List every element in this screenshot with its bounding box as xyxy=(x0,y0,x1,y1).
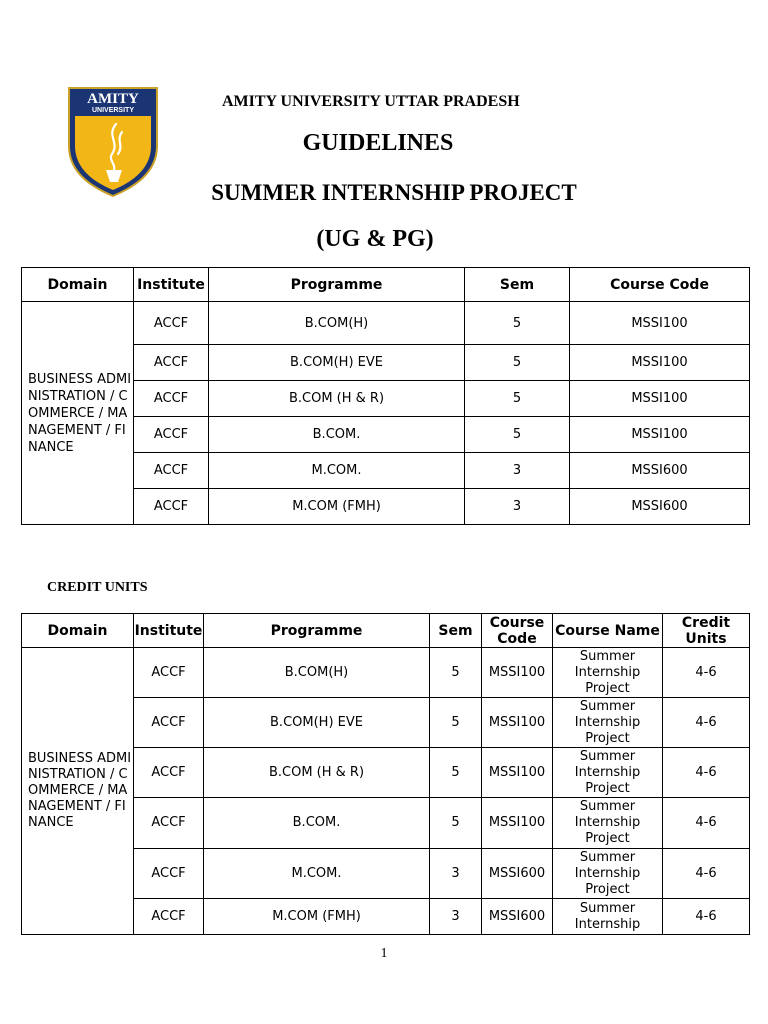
domain-cell: BUSINESS ADMINISTRATION / COMMERCE / MANAGEMENT / FINANCE xyxy=(22,648,134,935)
institute-cell: ACCF xyxy=(134,302,209,345)
course-code-cell: MSSI600 xyxy=(482,899,553,935)
institute-cell: ACCF xyxy=(134,381,209,417)
header-sem: Sem xyxy=(430,614,482,648)
credit-units-table xyxy=(21,613,750,935)
programme-cell: M.COM (FMH) xyxy=(209,489,465,525)
institute-cell: ACCF xyxy=(134,698,204,748)
course-name-cell: Summer Internship Project xyxy=(553,748,663,798)
sem-cell: 5 xyxy=(465,417,570,453)
table-row xyxy=(22,648,750,698)
course-code-cell: MSSI100 xyxy=(570,417,750,453)
logo-text-university: UNIVERSITY xyxy=(91,107,135,114)
programme-cell: B.COM. xyxy=(209,417,465,453)
institute-cell: ACCF xyxy=(134,417,209,453)
course-code-cell: MSSI100 xyxy=(570,345,750,381)
page-level: (UG & PG) xyxy=(316,226,434,252)
sem-cell: 5 xyxy=(465,302,570,345)
credit-units-cell: 4-6 xyxy=(663,648,750,698)
logo-text-amity: AMITY xyxy=(87,91,139,107)
course-code-cell: MSSI100 xyxy=(482,698,553,748)
course-code-cell: MSSI600 xyxy=(482,849,553,899)
credit-units-cell: 4-6 xyxy=(663,899,750,935)
course-name-cell: Summer Internship Project xyxy=(553,648,663,698)
credit-units-cell: 4-6 xyxy=(663,748,750,798)
programme-cell: B.COM. xyxy=(204,798,430,849)
credit-units-cell: 4-6 xyxy=(663,849,750,899)
sem-cell: 5 xyxy=(430,698,482,748)
header-course-code: Course Code xyxy=(570,268,750,302)
header-institute: Institute xyxy=(134,614,204,648)
institute-cell: ACCF xyxy=(134,489,209,525)
programme-cell: B.COM(H) EVE xyxy=(209,345,465,381)
programme-cell: M.COM (FMH) xyxy=(204,899,430,935)
course-code-cell: MSSI100 xyxy=(570,381,750,417)
credit-units-cell: 4-6 xyxy=(663,698,750,748)
institute-cell: ACCF xyxy=(134,345,209,381)
header-institute: Institute xyxy=(134,268,209,302)
header-course-name: Course Name xyxy=(553,614,663,648)
programme-cell: B.COM(H) xyxy=(204,648,430,698)
sem-cell: 5 xyxy=(430,748,482,798)
course-code-cell: MSSI100 xyxy=(482,748,553,798)
sem-cell: 5 xyxy=(430,648,482,698)
programme-cell: M.COM. xyxy=(204,849,430,899)
page-number: 1 xyxy=(380,946,388,961)
course-code-cell: MSSI600 xyxy=(570,489,750,525)
page-title: GUIDELINES xyxy=(302,130,454,156)
table-row xyxy=(22,302,750,345)
institute-cell: ACCF xyxy=(134,648,204,698)
header-sem: Sem xyxy=(465,268,570,302)
header-domain: Domain xyxy=(22,268,134,302)
course-code-table xyxy=(21,267,750,525)
institute-cell: ACCF xyxy=(134,899,204,935)
course-code-cell: MSSI100 xyxy=(570,302,750,345)
table-header-row xyxy=(22,268,750,302)
course-name-cell: Summer Internship Project xyxy=(553,849,663,899)
institute-cell: ACCF xyxy=(134,748,204,798)
sem-cell: 3 xyxy=(430,849,482,899)
sem-cell: 5 xyxy=(465,345,570,381)
course-name-cell: Summer Internship xyxy=(553,899,663,935)
course-code-cell: MSSI600 xyxy=(570,453,750,489)
header-domain: Domain xyxy=(22,614,134,648)
programme-cell: B.COM(H) EVE xyxy=(204,698,430,748)
table-header-row xyxy=(22,614,750,648)
course-name-cell: Summer Internship Project xyxy=(553,798,663,849)
sem-cell: 3 xyxy=(430,899,482,935)
programme-cell: M.COM. xyxy=(209,453,465,489)
programme-cell: B.COM (H & R) xyxy=(209,381,465,417)
sem-cell: 5 xyxy=(430,798,482,849)
programme-cell: B.COM (H & R) xyxy=(204,748,430,798)
institute-cell: ACCF xyxy=(134,849,204,899)
header-credit-units: Credit Units xyxy=(663,614,750,648)
sem-cell: 5 xyxy=(465,381,570,417)
credit-units-cell: 4-6 xyxy=(663,798,750,849)
course-name-cell: Summer Internship Project xyxy=(553,698,663,748)
sem-cell: 3 xyxy=(465,489,570,525)
institute-cell: ACCF xyxy=(134,453,209,489)
university-name: AMITY UNIVERSITY UTTAR PRADESH xyxy=(222,93,520,110)
course-code-cell: MSSI100 xyxy=(482,648,553,698)
sem-cell: 3 xyxy=(465,453,570,489)
header-programme: Programme xyxy=(209,268,465,302)
institute-cell: ACCF xyxy=(134,798,204,849)
course-code-cell: MSSI100 xyxy=(482,798,553,849)
domain-cell: BUSINESS ADMINISTRATION / COMMERCE / MANAGEMENT / FINANCE xyxy=(22,302,134,525)
header-course-code: Course Code xyxy=(482,614,553,648)
programme-cell: B.COM(H) xyxy=(209,302,465,345)
header-programme: Programme xyxy=(204,614,430,648)
credit-units-heading: CREDIT UNITS xyxy=(47,580,148,595)
page-subtitle: SUMMER INTERNSHIP PROJECT xyxy=(211,180,577,205)
